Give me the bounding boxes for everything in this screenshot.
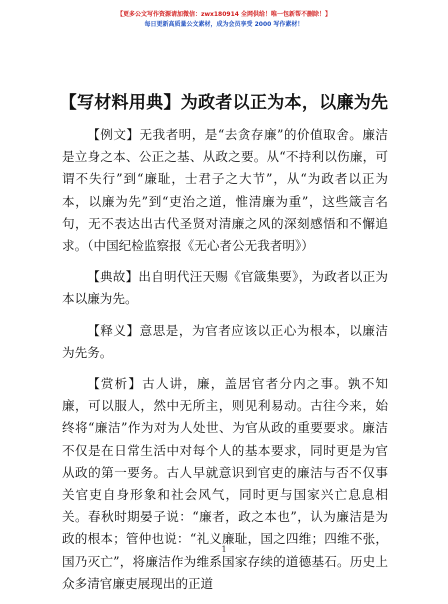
paragraph-analysis (62, 373, 388, 595)
document-body (62, 124, 388, 604)
paragraph-tag: 【典故】 (87, 269, 139, 285)
paragraph-tag: 【赏析】 (87, 376, 143, 392)
page-number: 1 (221, 545, 227, 554)
document-title: 【写材料用典】为政者以正为本，以廉为先 (59, 93, 389, 113)
paragraph-text: 古人讲，廉，盖居官者分内之事。孰不知廉，可以服人，然中无所主，则见利易动。古往今来，始终将“廉洁”作为对为人处世、为官从政的重要要求。廉洁不仅是在日常生活中对每个人的基本要求，同时更是为官从政的第一要务。古人早就意识到官吏的廉洁与否不仅事关官吏自身形象和社会风气，同时更与国家兴亡息息相关。春秋时期晏子说：“廉者，政之本也”，认为廉洁是为政的根本；管仲也说：“礼义廉耻，国之四维；四维不张，国乃灭亡”，将廉洁作为维系国家存续的道德基石。历史上众多清官廉吏展现出的正道 (62, 376, 389, 591)
paragraph-text: 出自明代汪天赐《官箴集要》，为政者以正为本以廉为先。 (62, 269, 389, 307)
paragraph-text: 意思是，为官者应该以正心为根本，以廉洁为先务。 (62, 322, 389, 360)
paragraph-example (62, 124, 388, 257)
paragraph-text: 无我者明，是“去贪存廉”的价值取舍。廉洁是立身之本、公正之基、从政之要。从“不持利以伤廉，可谓不失行”到“廉耻，士君子之大节”，从“为政者以正为本，以廉为先”到“吏治之道，惟清廉为重”，这些箴言名句，无不表达出古代圣贤对清廉之风的深刻感悟和不懈追求。（中国纪检监察报《无心者公无我者明》） (62, 127, 388, 254)
banner-line-2: 每日更新高质量公文素材，成为会员享受 2000 写作素材！ (144, 21, 304, 28)
paragraph-tag: 【例文】 (87, 127, 140, 142)
paragraph-meaning (62, 320, 388, 364)
header-banner (0, 10, 448, 30)
paragraph-tag: 【释义】 (87, 322, 140, 338)
paragraph-source (62, 266, 388, 310)
banner-line-1: 【更多公文写作资源请加微信：zwx180914 全网供给！唯一包新帮不删除！】 (116, 11, 332, 18)
